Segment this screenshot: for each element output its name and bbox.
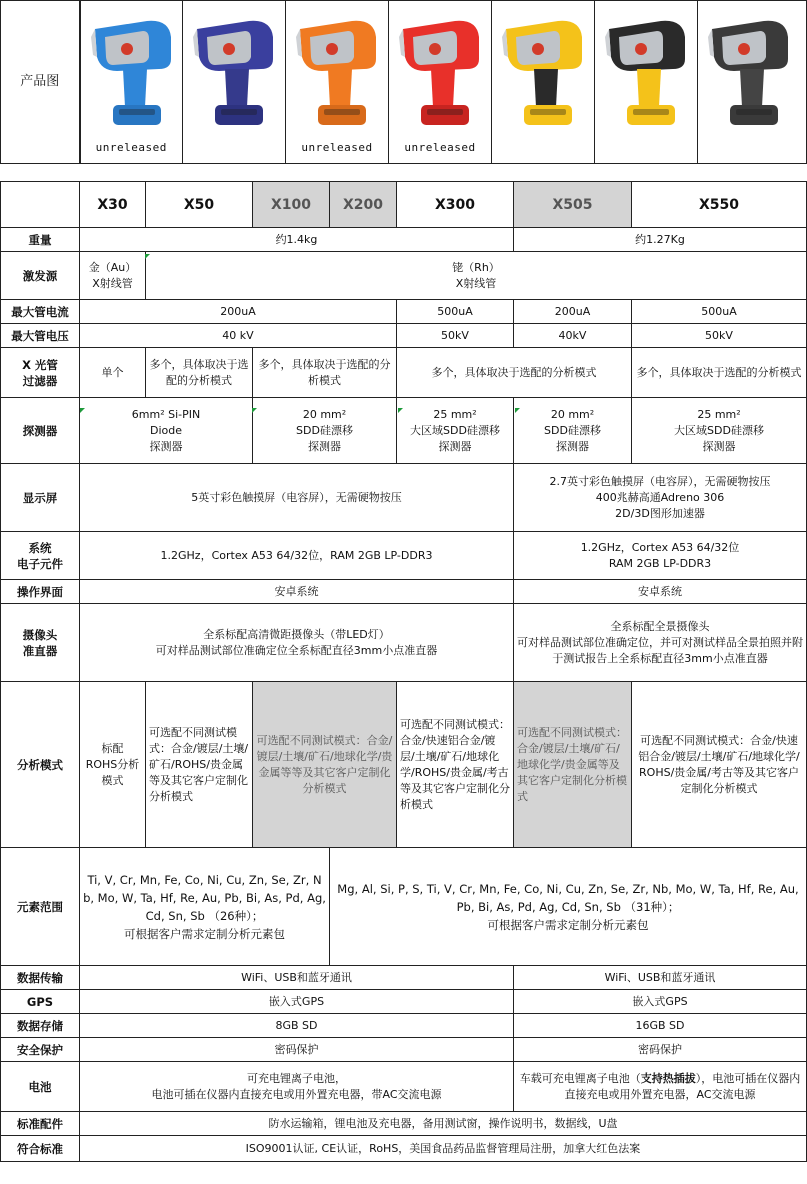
analyzer-image — [498, 7, 588, 135]
cell: 50kV — [397, 324, 514, 348]
row-label: X 光管 过滤器 — [1, 348, 80, 398]
product-image-x505 — [595, 1, 698, 164]
cell: 金（Au） X射线管 — [80, 252, 146, 300]
analyzer-image — [87, 7, 177, 135]
battery-text-pre: 车载可充电锂离子电池（ — [519, 1071, 641, 1085]
model-x30: X30 — [80, 182, 146, 228]
product-image-x100 — [286, 1, 389, 164]
cell: 多个，具体取决于选配的分析模式 — [632, 348, 807, 398]
comment-marker — [398, 408, 403, 413]
unreleased-tag: unreleased — [404, 141, 476, 154]
cell: 1.2GHz，Cortex A53 64/32位 RAM 2GB LP-DDR3 — [514, 532, 807, 580]
unreleased-tag: unreleased — [301, 141, 373, 154]
cell: 可选配不同测试模式：合金/快速铝合金/镀层/土壤/矿石/地球化学/ROHS/贵金属/考古等及其它客户定制化分析模式 — [397, 682, 514, 848]
cell: 16GB SD — [514, 1014, 807, 1038]
cell: 单个 — [80, 348, 146, 398]
analyzer-image — [704, 7, 794, 135]
cell: 6mm² Si-PIN Diode 探测器 — [80, 398, 253, 464]
row-label: 显示屏 — [1, 464, 80, 532]
model-x505: X505 — [514, 182, 632, 228]
os-row — [1, 580, 807, 604]
product-image-x300 — [492, 1, 595, 164]
row-label: 摄像头 准直器 — [1, 604, 80, 682]
cell: 1.2GHz，Cortex A53 64/32位，RAM 2GB LP-DDR3 — [80, 532, 514, 580]
cell: 25 mm² 大区域SDD硅漂移 探测器 — [632, 398, 807, 464]
product-image-x200 — [389, 1, 492, 164]
analyzer-image — [189, 7, 279, 135]
cell: 防水运输箱，锂电池及充电器，备用测试窗，操作说明书，数据线，U盘 — [80, 1112, 807, 1136]
comment-marker — [252, 408, 257, 413]
electronics-row — [1, 532, 807, 580]
row-label: 操作界面 — [1, 580, 80, 604]
comment-marker — [145, 254, 150, 259]
cell: 约1.27Kg — [514, 228, 807, 252]
row-label: 符合标准 — [1, 1136, 80, 1162]
cell: 嵌入式GPS — [80, 990, 514, 1014]
cell: 20 mm² SDD硅漂移 探测器 — [253, 398, 397, 464]
cell: Ti, V, Cr, Mn, Fe, Co, Ni, Cu, Zn, Se, Zr, Nb, Mo, W, Ta, Hf, Re, Au, Pb, Bi, As, Pd, Ag, Cd, Sn, Sb （26种）； 可根据客户需求定制分析元素包 — [80, 848, 330, 966]
cell: 嵌入式GPS — [514, 990, 807, 1014]
spec-table — [0, 181, 807, 1162]
display-row — [1, 464, 807, 532]
model-x100: X100 — [253, 182, 330, 228]
cell: 25 mm² 大区域SDD硅漂移 探测器 — [397, 398, 514, 464]
unreleased-tag: unreleased — [95, 141, 167, 154]
cell: 可充电锂离子电池， 电池可插在仪器内直接充电或用外置充电器，带AC交流电源 — [80, 1062, 514, 1112]
row-label: 标准配件 — [1, 1112, 80, 1136]
cell: ISO9001认证, CE认证，RoHS，美国食品药品监督管理局注册，加拿大红色法案 — [80, 1136, 807, 1162]
accessories-row — [1, 1112, 807, 1136]
cell: 500uA — [632, 300, 807, 324]
analyzer-image — [395, 7, 485, 135]
cell: 500uA — [397, 300, 514, 324]
cell: 可选配不同测试模式：合金/镀层/土壤/矿石/ROHS/贵金属等及其它客户定制化分析模式 — [146, 682, 253, 848]
cell: 200uA — [514, 300, 632, 324]
model-header-row — [1, 182, 807, 228]
cell: 密码保护 — [514, 1038, 807, 1062]
cell: Mg, Al, Si, P, S, Ti, V, Cr, Mn, Fe, Co, Ni, Cu, Zn, Se, Zr, Nb, Mo, W, Ta, Hf, Re, Au, Pb, Bi, As, Pd, Ag, Cd, Sn, Sb （31种）； 可根据客户需求定制分析元素包 — [330, 848, 807, 966]
model-x200: X200 — [330, 182, 397, 228]
cell: 200uA — [80, 300, 397, 324]
cell: WiFi、USB和蓝牙通讯 — [80, 966, 514, 990]
cell: 多个，具体取决于选配的分析模式 — [253, 348, 397, 398]
row-label: 最大管电压 — [1, 324, 80, 348]
security-row — [1, 1038, 807, 1062]
product-image-x50 — [183, 1, 286, 164]
cell: 多个，具体取决于选配的分析模式 — [146, 348, 253, 398]
row-label: 分析模式 — [1, 682, 80, 848]
product-image-label: 产品图 — [1, 1, 80, 164]
model-x50: X50 — [146, 182, 253, 228]
cell: 5英寸彩色触摸屏（电容屏），无需硬物按压 — [80, 464, 514, 532]
analyzer-image — [292, 7, 382, 135]
cell: 50kV — [632, 324, 807, 348]
cell: 多个，具体取决于选配的分析模式 — [397, 348, 632, 398]
analyzer-image — [601, 7, 691, 135]
camera-row — [1, 604, 807, 682]
model-x300: X300 — [397, 182, 514, 228]
voltage-row — [1, 324, 807, 348]
cell: 约1.4kg — [80, 228, 514, 252]
filter-row — [1, 348, 807, 398]
product-image-x30 — [80, 1, 183, 164]
transfer-row — [1, 966, 807, 990]
elements-row — [1, 848, 807, 966]
cell: 铑（Rh） X射线管 — [146, 252, 807, 300]
cell: WiFi、USB和蓝牙通讯 — [514, 966, 807, 990]
cell: 标配 ROHS分析模式 — [80, 682, 146, 848]
source-row — [1, 252, 807, 300]
detector-row — [1, 398, 807, 464]
row-label: 数据存储 — [1, 1014, 80, 1038]
cell: 8GB SD — [80, 1014, 514, 1038]
weight-row — [1, 228, 807, 252]
cell: 安卓系统 — [514, 580, 807, 604]
row-label: 激发源 — [1, 252, 80, 300]
gps-row — [1, 990, 807, 1014]
comment-marker — [80, 408, 85, 413]
hot-swap-text: 支持热插拔 — [640, 1071, 696, 1085]
row-label: 元素范围 — [1, 848, 80, 966]
standards-row — [1, 1136, 807, 1162]
cell: 可选配不同测试模式：合金/快速铝合金/镀层/土壤/矿石/地球化学/ROHS/贵金属/考古等及其它客户定制化分析模式 — [632, 682, 807, 848]
current-row — [1, 300, 807, 324]
row-label: 安全保护 — [1, 1038, 80, 1062]
row-label: 系统 电子元件 — [1, 532, 80, 580]
row-label: 重量 — [1, 228, 80, 252]
row-label: 最大管电流 — [1, 300, 80, 324]
cell: 20 mm² SDD硅漂移 探测器 — [514, 398, 632, 464]
row-label: 电池 — [1, 1062, 80, 1112]
model-x550: X550 — [632, 182, 807, 228]
cell: 40 kV — [80, 324, 397, 348]
product-image-x550 — [698, 1, 807, 164]
battery-text-post: ），电池可插在仪器内直接充电或用外置充电器，AC交流电源 — [564, 1071, 801, 1101]
battery-row — [1, 1062, 807, 1112]
cell: 全系标配高清微距摄像头（带LED灯） 可对样品测试部位准确定位全系标配直径3mm小点准直器 — [80, 604, 514, 682]
row-label: 探测器 — [1, 398, 80, 464]
row-label: 数据传输 — [1, 966, 80, 990]
cell: 可选配不同测试模式：合金/镀层/土壤/矿石/地球化学/贵金属等等及其它客户定制化分析模式 — [253, 682, 397, 848]
comment-marker — [515, 408, 520, 413]
blank-corner — [1, 182, 80, 228]
cell: 密码保护 — [80, 1038, 514, 1062]
storage-row — [1, 1014, 807, 1038]
cell: 全系标配全景摄像头 可对样品测试部位准确定位，并可对测试样品全景拍照并附于测试报告上全系标配直径3mm小点准直器 — [514, 604, 807, 682]
product-image-table — [0, 0, 807, 164]
cell — [514, 1062, 807, 1112]
cell: 可选配不同测试模式：合金/镀层/土壤/矿石/地球化学/贵金属等及其它客户定制化分析模式 — [514, 682, 632, 848]
mode-row — [1, 682, 807, 848]
cell: 40kV — [514, 324, 632, 348]
cell: 2.7英寸彩色触摸屏（电容屏），无需硬物按压 400兆赫高通Adreno 306 2D/3D图形加速器 — [514, 464, 807, 532]
cell: 安卓系统 — [80, 580, 514, 604]
row-label: GPS — [1, 990, 80, 1014]
